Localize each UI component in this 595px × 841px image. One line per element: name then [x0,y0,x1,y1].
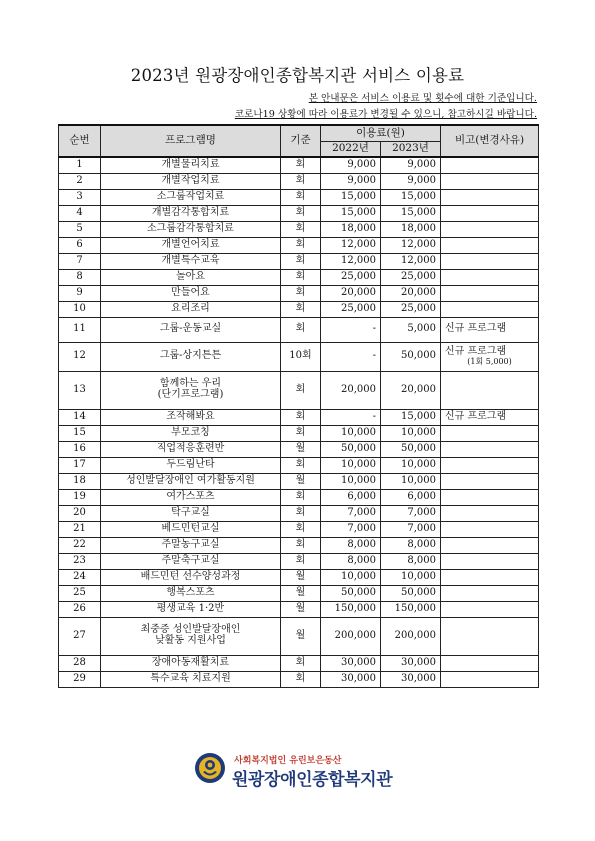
cell-no: 5 [59,221,101,237]
cell-fee-2023: 6,000 [381,489,441,505]
cell-unit: 월 [281,473,321,489]
cell-no: 15 [59,425,101,441]
cell-program: 그룹-상지튼튼 [101,342,281,371]
table-row [59,317,539,342]
header-unit: 기준 [281,125,321,157]
remark-text: 신규 프로그램 [445,345,507,357]
cell-unit: 회 [281,457,321,473]
cell-no: 4 [59,205,101,221]
cell-remark [441,617,539,655]
cell-remark [441,317,539,342]
cell-fee-2022: 8,000 [321,537,381,553]
cell-no: 17 [59,457,101,473]
cell-program: 주말축구교실 [101,553,281,569]
cell-no: 26 [59,601,101,617]
cell-program: 개별특수교육 [101,253,281,269]
cell-program: 요리조리 [101,301,281,317]
cell-program: 만들어요 [101,285,281,301]
cell-fee-2023: 30,000 [381,655,441,671]
cell-remark [441,473,539,489]
cell-program: 주말농구교실 [101,537,281,553]
cell-fee-2022: 150,000 [321,601,381,617]
cell-unit: 회 [281,655,321,671]
org-name: 원광장애인종합복지관 [232,770,393,790]
header-no: 순번 [59,125,101,157]
cell-fee-2023: 15,000 [381,409,441,425]
cell-unit: 회 [281,301,321,317]
cell-remark [441,441,539,457]
cell-no: 14 [59,409,101,425]
cell-program: 장애아동재활치료 [101,655,281,671]
cell-program: 조작해봐요 [101,409,281,425]
table-row [59,655,539,671]
cell-fee-2022: 15,000 [321,205,381,221]
cell-remark [441,342,539,371]
cell-fee-2023: 12,000 [381,253,441,269]
cell-fee-2022: 12,000 [321,253,381,269]
cell-fee-2022: 50,000 [321,585,381,601]
cell-program: 두드림난타 [101,457,281,473]
cell-unit: 회 [281,253,321,269]
table-row [59,537,539,553]
cell-program: 개별물리치료 [101,157,281,173]
notice-line-1: 본 안내문은 서비스 이용료 및 횟수에 대한 기준입니다. [308,93,537,104]
organization-footer [190,752,430,792]
cell-unit: 월 [281,617,321,655]
cell-fee-2022: - [321,409,381,425]
service-fee-table [58,124,539,688]
cell-program: 개별감각통합치료 [101,205,281,221]
cell-program: 놀아요 [101,269,281,285]
table-row [59,342,539,371]
cell-fee-2022: 10,000 [321,457,381,473]
cell-fee-2023: 10,000 [381,473,441,489]
cell-no: 29 [59,671,101,687]
cell-program: 행복스포츠 [101,585,281,601]
cell-remark [441,457,539,473]
cell-unit: 회 [281,425,321,441]
cell-fee-2022: 8,000 [321,553,381,569]
cell-program: 여가스포츠 [101,489,281,505]
cell-remark [441,671,539,687]
cell-fee-2023: 200,000 [381,617,441,655]
cell-fee-2023: 15,000 [381,189,441,205]
cell-fee-2023: 8,000 [381,537,441,553]
table-row [59,425,539,441]
cell-fee-2022: 10,000 [321,569,381,585]
table-row [59,221,539,237]
cell-unit: 회 [281,317,321,342]
org-emblem-icon [194,752,226,784]
cell-no: 18 [59,473,101,489]
cell-remark [441,585,539,601]
cell-fee-2022: 12,000 [321,237,381,253]
cell-program: 개별작업치료 [101,173,281,189]
cell-unit: 회 [281,157,321,173]
cell-no: 21 [59,521,101,537]
cell-no: 20 [59,505,101,521]
header-2023: 2023년 [381,141,441,157]
cell-unit: 회 [281,173,321,189]
cell-remark [441,237,539,253]
org-parent-name: 사회복지법인 유린보은동산 [234,756,342,766]
cell-fee-2023: 15,000 [381,205,441,221]
cell-fee-2023: 20,000 [381,371,441,409]
cell-unit: 월 [281,585,321,601]
cell-program: 부모코칭 [101,425,281,441]
table-row [59,285,539,301]
cell-program: 소그룹감각통합치료 [101,221,281,237]
cell-fee-2023: 25,000 [381,301,441,317]
cell-fee-2023: 5,000 [381,317,441,342]
cell-unit: 월 [281,601,321,617]
cell-fee-2023: 18,000 [381,221,441,237]
cell-remark [441,173,539,189]
cell-fee-2023: 25,000 [381,269,441,285]
cell-remark [441,301,539,317]
cell-fee-2022: 7,000 [321,505,381,521]
cell-unit: 회 [281,269,321,285]
cell-no: 22 [59,537,101,553]
cell-program: 탁구교실 [101,505,281,521]
cell-program: 그룹-운동교실 [101,317,281,342]
cell-no: 6 [59,237,101,253]
remark-text: 신규 프로그램 [445,410,507,422]
cell-no: 13 [59,371,101,409]
cell-remark [441,521,539,537]
cell-fee-2022: - [321,342,381,371]
cell-fee-2022: 18,000 [321,221,381,237]
cell-fee-2022: 10,000 [321,425,381,441]
table-row [59,457,539,473]
cell-fee-2022: 6,000 [321,489,381,505]
cell-fee-2022: 9,000 [321,173,381,189]
cell-remark [441,205,539,221]
cell-fee-2023: 9,000 [381,157,441,173]
header-remark: 비고(변경사유) [441,125,539,157]
cell-no: 23 [59,553,101,569]
cell-program: 최중증 성인발달장애인 낮활동 지원사업 [101,617,281,655]
cell-no: 7 [59,253,101,269]
table-row [59,569,539,585]
table-row [59,521,539,537]
cell-unit: 회 [281,553,321,569]
cell-unit: 회 [281,537,321,553]
cell-fee-2022: 200,000 [321,617,381,655]
cell-remark [441,569,539,585]
table-row [59,189,539,205]
cell-unit: 회 [281,285,321,301]
cell-fee-2023: 9,000 [381,173,441,189]
cell-fee-2022: 25,000 [321,269,381,285]
cell-remark [441,409,539,425]
remark-text: 신규 프로그램 [445,323,507,335]
cell-remark [441,285,539,301]
cell-remark [441,655,539,671]
header-2022: 2022년 [321,141,381,157]
cell-program: 특수교육 치료지원 [101,671,281,687]
cell-fee-2023: 10,000 [381,569,441,585]
cell-fee-2022: 25,000 [321,301,381,317]
cell-fee-2022: 50,000 [321,441,381,457]
cell-unit: 10회 [281,342,321,371]
table-row [59,409,539,425]
cell-remark [441,157,539,173]
cell-fee-2022: - [321,317,381,342]
cell-unit: 회 [281,237,321,253]
cell-remark [441,221,539,237]
cell-remark [441,371,539,409]
table-row [59,237,539,253]
cell-fee-2023: 50,000 [381,441,441,457]
cell-program: 개별언어치료 [101,237,281,253]
cell-fee-2023: 12,000 [381,237,441,253]
table-row [59,617,539,655]
table-row [59,585,539,601]
cell-program: 배드민턴 선수양성과정 [101,569,281,585]
cell-fee-2022: 9,000 [321,157,381,173]
cell-fee-2022: 7,000 [321,521,381,537]
cell-unit: 회 [281,521,321,537]
table-row [59,173,539,189]
cell-fee-2023: 30,000 [381,671,441,687]
table-row [59,601,539,617]
cell-remark [441,537,539,553]
cell-no: 12 [59,342,101,371]
cell-remark [441,601,539,617]
table-body [59,157,539,687]
cell-remark [441,253,539,269]
cell-no: 27 [59,617,101,655]
header-fee-group: 이용료(원) [321,125,441,141]
cell-fee-2022: 20,000 [321,285,381,301]
cell-remark [441,505,539,521]
table-row [59,441,539,457]
cell-unit: 회 [281,371,321,409]
cell-unit: 회 [281,205,321,221]
cell-no: 25 [59,585,101,601]
cell-fee-2022: 30,000 [321,671,381,687]
cell-no: 3 [59,189,101,205]
cell-fee-2022: 10,000 [321,473,381,489]
notice-line-2: 코로나19 상황에 따라 이용료가 변경될 수 있으니, 참고하시길 바랍니다. [234,109,537,120]
cell-no: 9 [59,285,101,301]
cell-no: 11 [59,317,101,342]
cell-no: 19 [59,489,101,505]
cell-fee-2023: 7,000 [381,505,441,521]
cell-unit: 회 [281,189,321,205]
table-row [59,489,539,505]
table-row [59,553,539,569]
cell-no: 2 [59,173,101,189]
cell-fee-2023: 150,000 [381,601,441,617]
cell-fee-2023: 50,000 [381,342,441,371]
cell-unit: 회 [281,221,321,237]
table-row [59,301,539,317]
cell-program: 성인발달장애인 여가활동지원 [101,473,281,489]
table-row [59,253,539,269]
cell-fee-2023: 7,000 [381,521,441,537]
cell-no: 1 [59,157,101,173]
header-program: 프로그램명 [101,125,281,157]
cell-unit: 회 [281,505,321,521]
cell-fee-2022: 15,000 [321,189,381,205]
cell-unit: 회 [281,409,321,425]
cell-no: 10 [59,301,101,317]
cell-remark [441,553,539,569]
table-row [59,157,539,173]
table-row [59,473,539,489]
cell-program: 평생교육 1·2반 [101,601,281,617]
cell-program: 함께하는 우리 (단기프로그램) [101,371,281,409]
table-row [59,205,539,221]
cell-fee-2023: 20,000 [381,285,441,301]
table-row [59,505,539,521]
table-row [59,371,539,409]
cell-remark [441,189,539,205]
cell-no: 16 [59,441,101,457]
cell-fee-2022: 30,000 [321,655,381,671]
cell-no: 24 [59,569,101,585]
cell-unit: 회 [281,671,321,687]
cell-program: 베드민턴교실 [101,521,281,537]
cell-no: 8 [59,269,101,285]
cell-remark [441,425,539,441]
cell-remark [441,269,539,285]
cell-fee-2022: 20,000 [321,371,381,409]
cell-fee-2023: 50,000 [381,585,441,601]
cell-unit: 회 [281,489,321,505]
cell-remark [441,489,539,505]
cell-fee-2023: 8,000 [381,553,441,569]
cell-unit: 월 [281,569,321,585]
cell-fee-2023: 10,000 [381,457,441,473]
document-title: 2023년 원광장애인종합복지관 서비스 이용료 [130,66,465,85]
cell-unit: 월 [281,441,321,457]
remark-subtext: (1회 5,000) [467,356,512,366]
cell-no: 28 [59,655,101,671]
cell-program: 직업적응훈련반 [101,441,281,457]
table-row [59,671,539,687]
cell-program: 소그룹작업치료 [101,189,281,205]
table-row [59,269,539,285]
cell-fee-2023: 10,000 [381,425,441,441]
